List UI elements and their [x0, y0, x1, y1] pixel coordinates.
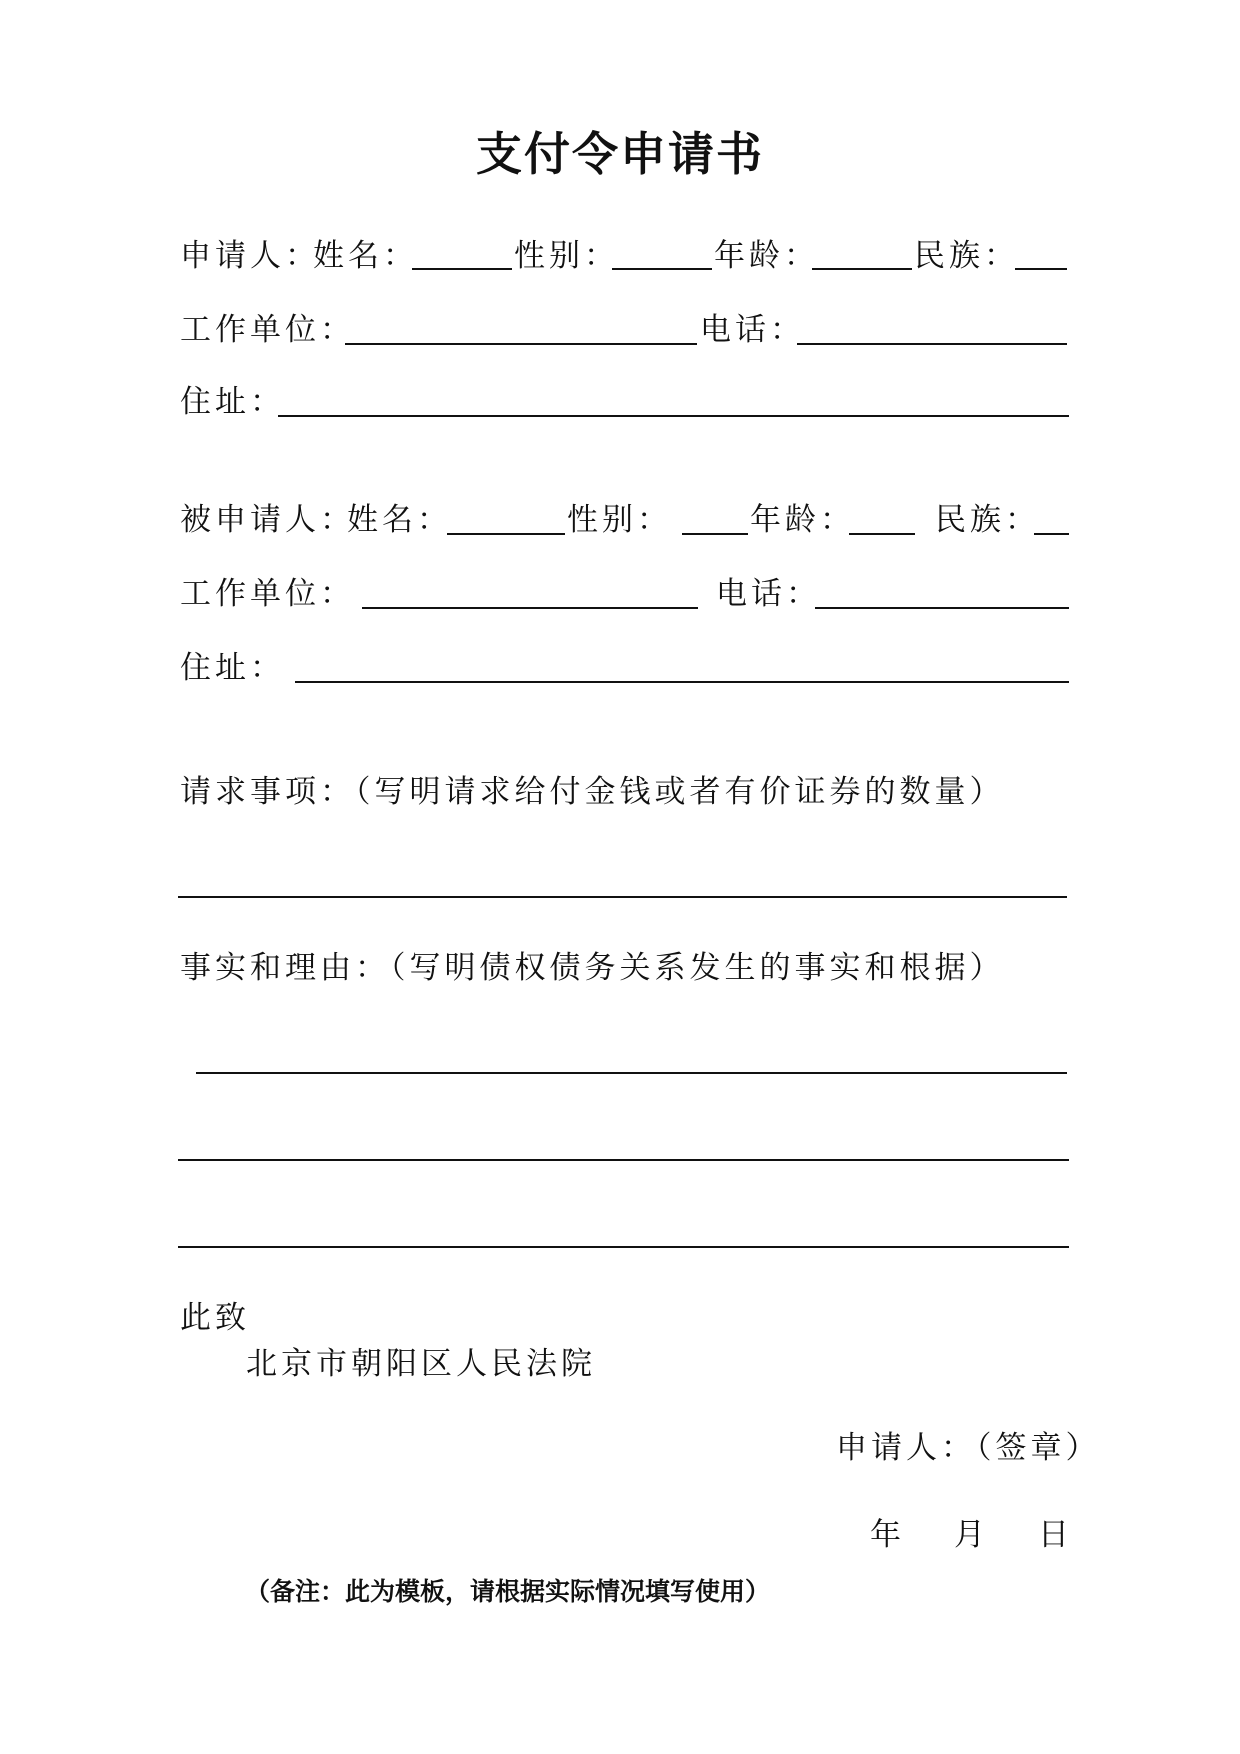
applicant-ethnicity-field[interactable]: [1015, 268, 1067, 270]
court-name: 北京市朝阳区人民法院: [246, 1346, 596, 1382]
applicant-address-label: 住址：: [180, 384, 285, 420]
respondent-ethnicity-label: 民族：: [935, 502, 1040, 538]
claims-line-1[interactable]: [178, 896, 1067, 898]
applicant-phone-field[interactable]: [797, 343, 1067, 345]
facts-line-2[interactable]: [178, 1159, 1069, 1161]
applicant-gender-field[interactable]: [612, 268, 712, 270]
applicant-gender-label: 性别：: [514, 238, 619, 274]
applicant-phone-label: 电话：: [700, 312, 805, 348]
applicant-label: 申请人：: [180, 238, 320, 274]
respondent-address-field[interactable]: [295, 681, 1069, 683]
respondent-label: 被申请人：: [180, 502, 355, 538]
facts-label: 事实和理由：（写明债权债务关系发生的事实和根据）: [180, 950, 1005, 986]
respondent-name-field[interactable]: [447, 533, 565, 535]
facts-line-3[interactable]: [178, 1246, 1069, 1248]
date-month-label: 月: [954, 1517, 989, 1553]
signature-label: 申请人：（签章）: [836, 1430, 1101, 1466]
applicant-name-label: 姓名：: [313, 238, 418, 274]
respondent-gender-label: 性别：: [567, 502, 672, 538]
respondent-name-label: 姓名：: [347, 502, 452, 538]
document-title: 支付令申请书: [476, 127, 764, 181]
template-note: （备注：此为模板，请根据实际情况填写使用）: [245, 1577, 771, 1606]
claims-label: 请求事项：（写明请求给付金钱或者有价证券的数量）: [180, 774, 1005, 810]
applicant-name-field[interactable]: [412, 268, 512, 270]
applicant-workplace-label: 工作单位：: [180, 312, 355, 348]
respondent-address-label: 住址：: [180, 650, 285, 686]
date-year-label: 年: [870, 1517, 905, 1553]
respondent-gender-field[interactable]: [682, 533, 748, 535]
respondent-workplace-label: 工作单位：: [180, 576, 355, 612]
respondent-phone-field[interactable]: [815, 607, 1069, 609]
date-day-label: 日: [1038, 1517, 1073, 1553]
salutation: 此致: [180, 1300, 250, 1336]
respondent-age-label: 年龄：: [750, 502, 855, 538]
applicant-workplace-field[interactable]: [345, 343, 697, 345]
applicant-age-label: 年龄：: [714, 238, 819, 274]
facts-line-1[interactable]: [196, 1072, 1067, 1074]
respondent-phone-label: 电话：: [716, 576, 821, 612]
respondent-workplace-field[interactable]: [362, 607, 698, 609]
applicant-ethnicity-label: 民族：: [914, 238, 1019, 274]
applicant-age-field[interactable]: [812, 268, 912, 270]
respondent-age-field[interactable]: [849, 533, 915, 535]
respondent-ethnicity-field[interactable]: [1034, 533, 1069, 535]
applicant-address-field[interactable]: [278, 415, 1069, 417]
